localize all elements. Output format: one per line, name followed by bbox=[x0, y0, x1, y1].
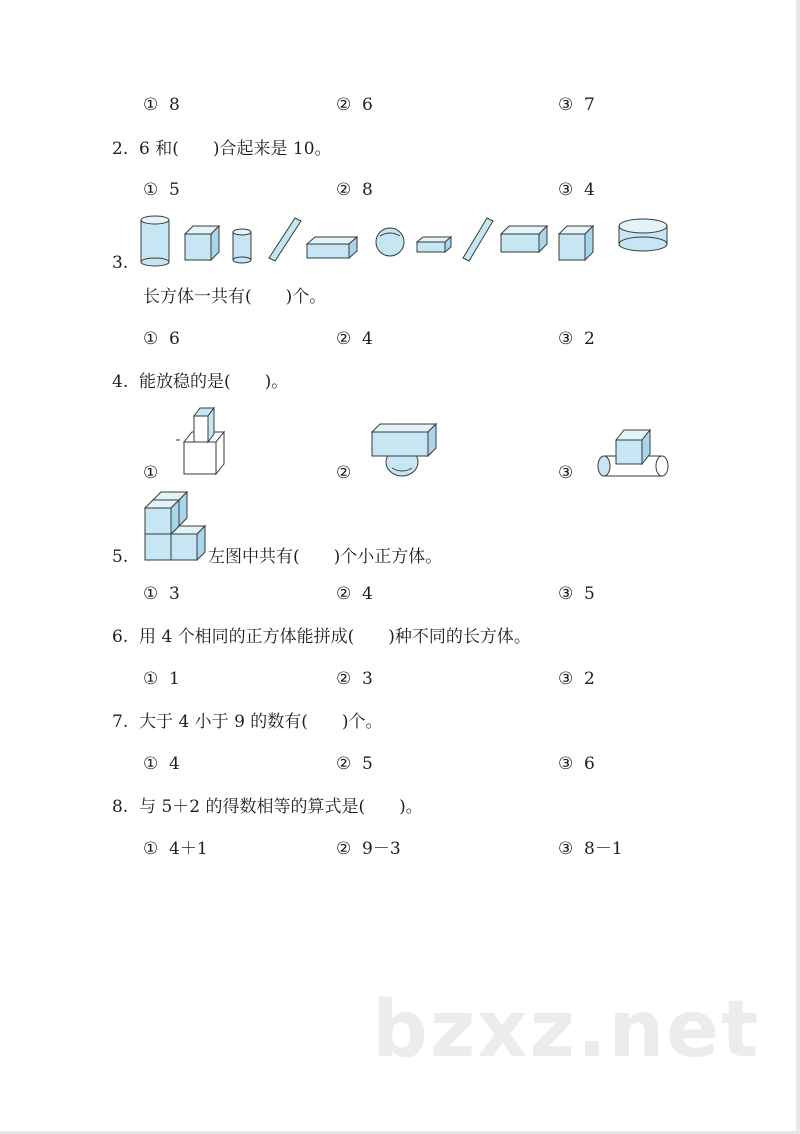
q1-option-1: ① 8 bbox=[143, 95, 180, 115]
q4-option-2-mark: ② bbox=[336, 463, 352, 483]
cylinder-shape bbox=[141, 216, 169, 266]
cuboid-shape bbox=[501, 226, 547, 252]
q6-option-2: ② 3 bbox=[336, 669, 373, 689]
question-number: 2. bbox=[112, 139, 129, 159]
q7-option-1: ① 4 bbox=[143, 754, 180, 774]
small-cuboid-shape bbox=[417, 237, 451, 252]
q3-solids-figure bbox=[135, 212, 675, 270]
q5-cubes-figure bbox=[141, 490, 209, 564]
question-text: 大于 4 小于 9 的数有( )个。 bbox=[139, 712, 383, 732]
disk-shape bbox=[619, 219, 667, 251]
q2-option-1: ① 5 bbox=[143, 180, 180, 200]
q8-option-1: ① 4＋1 bbox=[143, 839, 208, 859]
stick-shape bbox=[269, 218, 301, 261]
question-2 bbox=[112, 138, 332, 160]
cube-shape bbox=[185, 226, 219, 260]
question-6 bbox=[112, 626, 531, 648]
watermark: bzxz.net bbox=[372, 985, 761, 1075]
question-5-text: 左图中共有( )个小正方体。 bbox=[208, 547, 443, 567]
rod-shape bbox=[463, 218, 493, 261]
q6-option-3: ③ 2 bbox=[558, 669, 595, 689]
question-7 bbox=[112, 711, 383, 733]
question-text: 用 4 个相同的正方体能拼成( )种不同的长方体。 bbox=[139, 627, 531, 647]
q4-option-3-figure bbox=[594, 424, 672, 480]
q4-option-1-figure bbox=[172, 402, 234, 478]
q3-option-1: ① 6 bbox=[143, 329, 180, 349]
question-4 bbox=[112, 371, 288, 393]
q5-option-3: ③ 5 bbox=[558, 584, 595, 604]
q5-option-2: ② 4 bbox=[336, 584, 373, 604]
q1-option-3: ③ 7 bbox=[558, 95, 595, 115]
q5-option-1: ① 3 bbox=[143, 584, 180, 604]
question-number: 6. bbox=[112, 627, 129, 647]
q6-option-1: ① 1 bbox=[143, 669, 180, 689]
question-3-number: 3. bbox=[112, 253, 129, 273]
page-edge-right bbox=[796, 0, 800, 1134]
question-text: 6 和( )合起来是 10。 bbox=[139, 139, 332, 159]
question-5-number: 5. bbox=[112, 547, 129, 567]
question-text: 能放稳的是( )。 bbox=[139, 372, 289, 392]
cube-shape-2 bbox=[559, 226, 593, 260]
q2-option-2: ② 8 bbox=[336, 180, 373, 200]
question-8 bbox=[112, 796, 423, 818]
q7-option-2: ② 5 bbox=[336, 754, 373, 774]
q3-option-2: ② 4 bbox=[336, 329, 373, 349]
question-number: 7. bbox=[112, 712, 129, 732]
flat-cuboid-shape bbox=[307, 237, 357, 258]
q4-option-2-figure bbox=[366, 416, 442, 480]
q8-option-3: ③ 8－1 bbox=[558, 839, 623, 859]
q4-option-3-mark: ③ bbox=[558, 463, 574, 483]
question-number: 8. bbox=[112, 797, 129, 817]
question-number: 4. bbox=[112, 372, 129, 392]
question-3-text: 长方体一共有( )个。 bbox=[143, 287, 327, 307]
q3-option-3: ③ 2 bbox=[558, 329, 595, 349]
sphere-shape bbox=[376, 228, 404, 256]
q7-option-3: ③ 6 bbox=[558, 754, 595, 774]
q8-option-2: ② 9－3 bbox=[336, 839, 401, 859]
q2-option-3: ③ 4 bbox=[558, 180, 595, 200]
q1-option-2: ② 6 bbox=[336, 95, 373, 115]
small-cylinder-shape bbox=[233, 229, 251, 263]
question-text: 与 5＋2 的得数相等的算式是( )。 bbox=[139, 797, 423, 817]
q4-option-1-mark: ① bbox=[143, 463, 159, 483]
